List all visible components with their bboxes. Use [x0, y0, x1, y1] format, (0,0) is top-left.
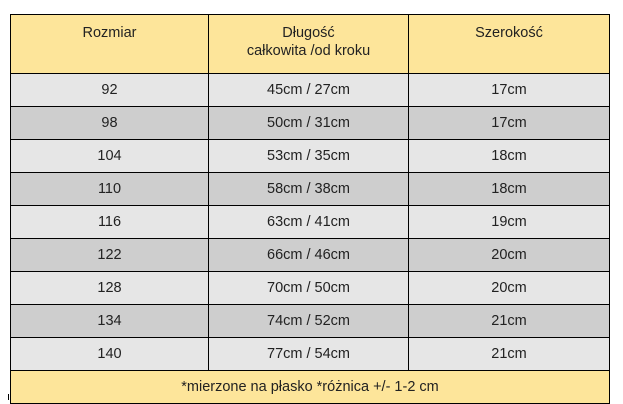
table-row — [11, 305, 610, 338]
cell-size: 92 — [11, 74, 209, 107]
table-row — [11, 173, 610, 206]
corner-mark — [8, 394, 9, 400]
cell-width: 21cm — [409, 305, 610, 338]
cell-width: 20cm — [409, 239, 610, 272]
cell-size: 122 — [11, 239, 209, 272]
cell-length: 74cm / 52cm — [209, 305, 409, 338]
cell-size: 104 — [11, 140, 209, 173]
cell-width: 19cm — [409, 206, 610, 239]
cell-size: 140 — [11, 338, 209, 371]
footer-note: *mierzone na płasko *różnica +/- 1-2 cm — [11, 371, 610, 404]
cell-length: 58cm / 38cm — [209, 173, 409, 206]
cell-size: 116 — [11, 206, 209, 239]
table-row — [11, 239, 610, 272]
cell-length: 50cm / 31cm — [209, 107, 409, 140]
table-row — [11, 140, 610, 173]
header-length-line2: całkowita /od kroku — [246, 43, 371, 59]
cell-size: 128 — [11, 272, 209, 305]
table-row — [11, 206, 610, 239]
cell-width: 21cm — [409, 338, 610, 371]
size-chart-table — [10, 14, 610, 404]
table-row — [11, 272, 610, 305]
cell-size: 110 — [11, 173, 209, 206]
cell-width: 17cm — [409, 74, 610, 107]
cell-width: 18cm — [409, 173, 610, 206]
cell-length: 66cm / 46cm — [209, 239, 409, 272]
cell-length: 53cm / 35cm — [209, 140, 409, 173]
cell-length: 70cm / 50cm — [209, 272, 409, 305]
cell-length: 77cm / 54cm — [209, 338, 409, 371]
table-header-row — [11, 15, 610, 74]
cell-size: 98 — [11, 107, 209, 140]
table-row — [11, 74, 610, 107]
header-size: Rozmiar — [11, 15, 209, 74]
table-row — [11, 107, 610, 140]
cell-length: 63cm / 41cm — [209, 206, 409, 239]
cell-size: 134 — [11, 305, 209, 338]
header-length-line1: Długość — [282, 25, 335, 41]
cell-width: 20cm — [409, 272, 610, 305]
cell-width: 18cm — [409, 140, 610, 173]
cell-length: 45cm / 27cm — [209, 74, 409, 107]
table-row — [11, 338, 610, 371]
cell-width: 17cm — [409, 107, 610, 140]
header-width: Szerokość — [409, 15, 610, 74]
table-footer-row — [11, 371, 610, 404]
header-length — [209, 15, 409, 74]
